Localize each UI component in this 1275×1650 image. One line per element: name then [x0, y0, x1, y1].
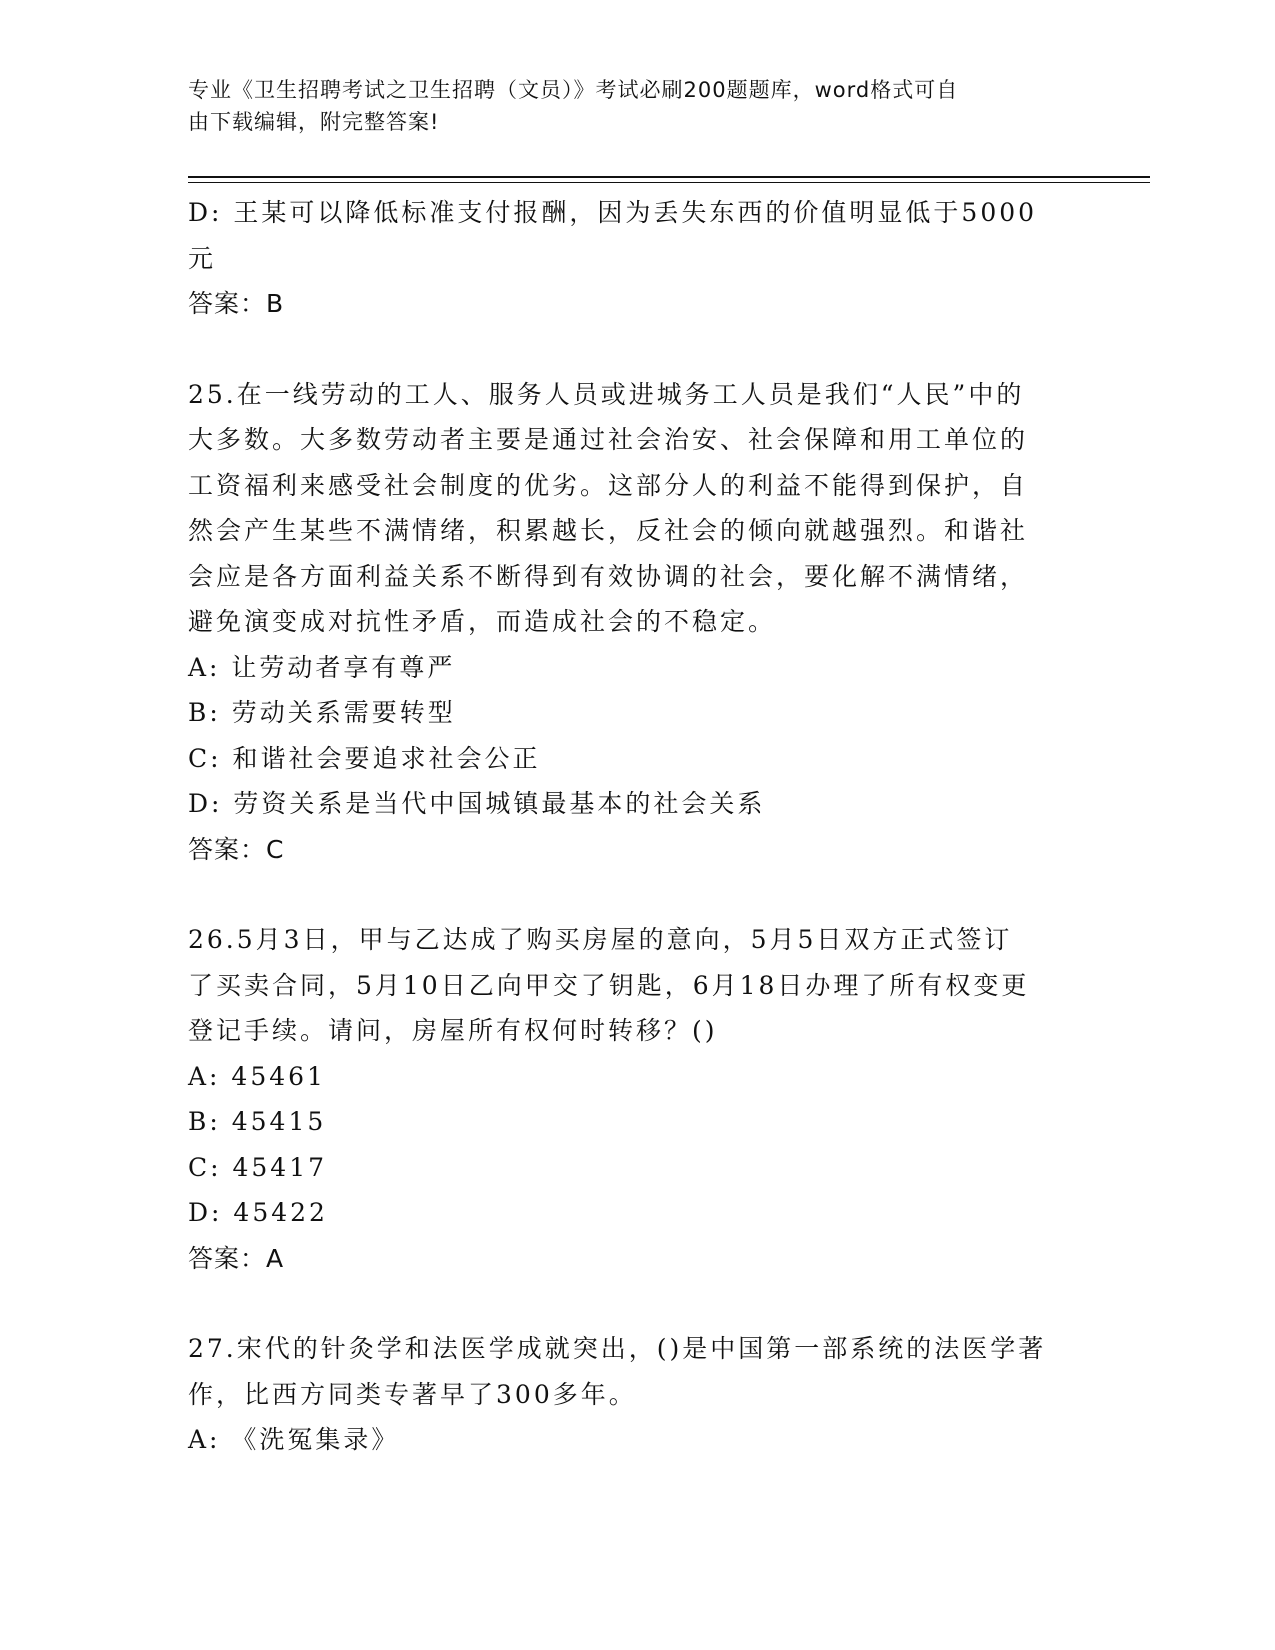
question-text-line: 了买卖合同，5月10日乙向甲交了钥匙，6月18日办理了所有权变更	[188, 970, 1030, 1000]
question-text-line: 26.5月3日，甲与乙达成了购买房屋的意向，5月5日双方正式签订	[188, 925, 1013, 954]
document-header	[188, 74, 1068, 138]
answer-label: 答案：B	[188, 289, 285, 318]
header-divider-thick	[188, 176, 1150, 178]
spacer	[188, 872, 1088, 917]
option-a: A: 45461	[188, 1061, 326, 1091]
spacer	[188, 1281, 1088, 1326]
question-text-line: 避免演变成对抗性矛盾，而造成社会的不稳定。	[188, 607, 777, 636]
option-d: D: 45422	[188, 1198, 328, 1227]
option-a: A: 让劳动者享有尊严	[188, 652, 456, 682]
question-text-line: 25.在一线劳动的工人、服务人员或进城务工人员是我们“人民”中的	[188, 379, 1025, 409]
option-a: A: 《洗冤集录》	[188, 1425, 400, 1454]
question-text-line: 然会产生某些不满情绪，积累越长，反社会的倾向就越强烈。和谐社	[188, 516, 1029, 545]
header-divider-thin	[188, 182, 1150, 183]
option-d-line: D: 王某可以降低标准支付报酬，因为丢失东西的价值明显低于5000	[188, 198, 1038, 227]
question-content	[188, 190, 1088, 1463]
question-block-24	[188, 190, 1088, 327]
question-text-line: 大多数。大多数劳动者主要是通过社会治安、社会保障和用工单位的	[188, 425, 1029, 454]
option-b: B: 45415	[188, 1107, 327, 1136]
option-c: C: 和谐社会要追求社会公正	[188, 743, 541, 773]
question-block-26	[188, 917, 1088, 1281]
answer-label: 答案：C	[188, 834, 285, 864]
question-text-line: 登记手续。请问，房屋所有权何时转移？()	[188, 1016, 718, 1045]
option-d-continuation: 元	[188, 243, 217, 273]
spacer	[188, 327, 1088, 372]
question-text-line: 27.宋代的针灸学和法医学成就突出，()是中国第一部系统的法医学著	[188, 1334, 1047, 1363]
answer-label: 答案：A	[188, 1243, 285, 1273]
question-text-line: 会应是各方面利益关系不断得到有效协调的社会，要化解不满情绪，	[188, 561, 1029, 591]
option-b: B: 劳动关系需要转型	[188, 698, 456, 727]
question-text-line: 工资福利来感受社会制度的优劣。这部分人的利益不能得到保护，自	[188, 470, 1029, 500]
header-title-line-1: 专业《卫生招聘考试之卫生招聘（文员）》考试必刷200题题库，word格式可自	[188, 78, 959, 102]
question-block-27	[188, 1326, 1088, 1463]
option-d: D: 劳资关系是当代中国城镇最基本的社会关系	[188, 789, 766, 818]
option-c: C: 45417	[188, 1152, 328, 1182]
header-title-line-2: 由下载编辑，附完整答案!	[188, 110, 440, 134]
question-block-25	[188, 372, 1088, 873]
question-text-line: 作，比西方同类专著早了300多年。	[188, 1379, 637, 1409]
